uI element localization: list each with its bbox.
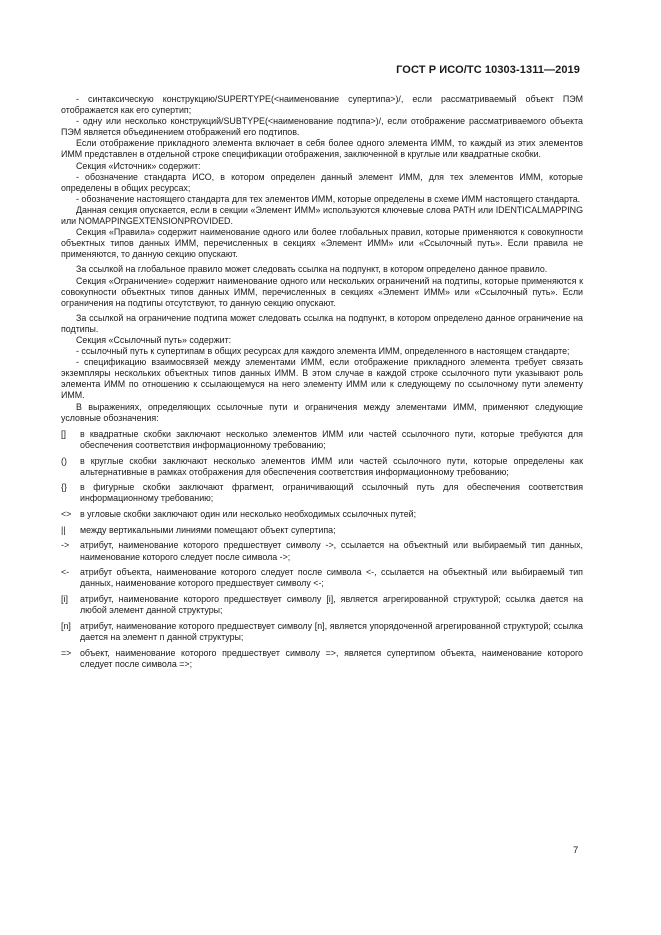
notation-symbol: [] (61, 428, 66, 439)
paragraph: Секция «Ссылочный путь» содержит: (76, 334, 232, 345)
notation-description: между вертикальными линиями помещают объект супертипа; (80, 524, 336, 535)
paragraph: Секция «Источник» содержит: (76, 160, 201, 171)
notation-item (61, 594, 583, 616)
notation-item (61, 429, 583, 451)
paragraph: - ссылочный путь к супертипам в общих ресурсах для каждого элемента ИММ, определенного в настоящем стандарте; (76, 346, 570, 357)
notation-symbol: [n] (61, 620, 71, 631)
notation-symbol: <> (61, 509, 72, 520)
notation-symbol: || (61, 524, 66, 535)
notation-symbol: <- (61, 567, 70, 578)
notation-symbol: => (61, 647, 72, 658)
notation-item (61, 456, 583, 478)
paragraph: - обозначение стандарта ИСО, в котором определен данный элемент ИММ, для тех элементов ИММ, которые определены в общих ресурсах; (61, 171, 583, 193)
notation-item (61, 648, 583, 670)
notation-description: в квадратные скобки заключают несколько элементов ИММ или частей ссылочного пути, которые требуются для обеспечения соответствия информационному требованию; (80, 428, 583, 450)
notation-description: атрибут объекта, наименование которого следует после символа <-, ссылается на объектный или выбираемый тип данных, наименование которого предшествует символу <-; (80, 567, 583, 589)
notation-item (61, 509, 583, 520)
document-body (61, 94, 583, 674)
paragraph: - обозначение настоящего стандарта для тех элементов ИММ, которые определены в схеме ИММ настоящего стандарта. (76, 193, 581, 204)
notation-description: атрибут, наименование которого предшествует символу ->, ссылается на объектный или выбираемый тип данных, наименование которого следует после символа ->; (80, 540, 583, 562)
paragraph: За ссылкой на ограничение подтипа может следовать ссылка на подпункт, в котором определено данное ограничение на подтипы. (61, 312, 583, 334)
paragraph: Секция «Ограничение» содержит наименование одного или нескольких ограничений на подтипы, которые применяются к совокупности объектных типов данных ИММ, перечисленных в секциях «Элемент ИММ» или «Ссылочный путь». Если ограничения на подтипы отсутствуют, то данную секцию опускают. (61, 275, 583, 308)
notation-item (61, 482, 583, 504)
paragraph: - синтаксическую конструкцию/SUPERTYPE(<наименование супертипа>)/, если рассматриваемый объект ПЭМ отображается как его супертип; (61, 94, 583, 116)
notation-description: объект, наименование которого предшествует символу =>, является супертипом объекта, наименование которого следует после символа =>; (80, 647, 583, 669)
notation-item (61, 567, 583, 589)
notation-symbol: -> (61, 540, 70, 551)
notation-item (61, 621, 583, 643)
paragraph: Если отображение прикладного элемента включает в себя более одного элемента ИММ, то каждый из этих элементов ИММ представлен в отдельной строке спецификации отображения, заключенной в круглые или квадратные скобки. (61, 138, 583, 160)
notation-description: атрибут, наименование которого предшествует символу [n], является упорядоченной агрегированной структурой; ссылка дается на элемент n данной структуры; (80, 620, 583, 642)
document-header: ГОСТ Р ИСО/ТС 10303-1311—2019 (396, 64, 580, 76)
notation-symbol: {} (61, 482, 67, 493)
notation-list (61, 429, 583, 670)
page-number: 7 (573, 845, 579, 856)
paragraph: Данная секция опускается, если в секции «Элемент ИММ» используются ключевые слова PATH или IDENTICALMAPPING или NOMAPPINGEXTENSIONPROVIDED. (61, 204, 583, 227)
notation-description: в угловые скобки заключают один или несколько необходимых ссылочных путей; (80, 509, 417, 520)
notation-item (61, 525, 583, 536)
paragraph: Секция «Правила» содержит наименование одного или более глобальных правил, которые применяются к совокупности объектных типов данных ИММ, перечисленных в секциях «Элемент ИММ» или «Ссылочный путь». Если правила не применяются, то данную секцию опускают. (61, 227, 583, 260)
notation-item (61, 540, 583, 562)
notation-description: в фигурные скобки заключают фрагмент, ограничивающий ссылочный путь для обеспечения соответствия информационному требованию; (80, 482, 583, 504)
notation-symbol: [i] (61, 594, 68, 604)
paragraph: За ссылкой на глобальное правило может следовать ссылка на подпункт, в котором определено данное правило. (76, 264, 548, 275)
notation-description: атрибут, наименование которого предшествует символу [i], является агрегированной структурой; ссылка дается на любой элемент данной структуры; (80, 594, 583, 616)
paragraph: - одну или несколько конструкций/SUBTYPE(<наименование подтипа>)/, если отображение рассматриваемого объекта ПЭМ является объединением отображений его подтипов. (61, 116, 583, 138)
paragraph: - спецификацию взаимосвязей между элементами ИММ, если отображение прикладного элемента требует связать экземпляры нескольких объектных типов данных ИММ. В этом случае в каждой строке ссылочного пути указывают роль элемента ИММ по отношению к ссылающемуся на него элементу ИММ или к следующему по ссылочному пути элементу ИММ. (61, 357, 583, 401)
paragraph: В выражениях, определяющих ссылочные пути и ограничения между элементами ИММ, применяют следующие условные обозначения: (61, 401, 583, 423)
notation-symbol: () (61, 455, 67, 466)
notation-description: в круглые скобки заключают несколько элементов ИММ или частей ссылочного пути, которые определены как альтернативные в рамках отображения для обеспечения соответствия информационному требованию; (80, 455, 583, 477)
